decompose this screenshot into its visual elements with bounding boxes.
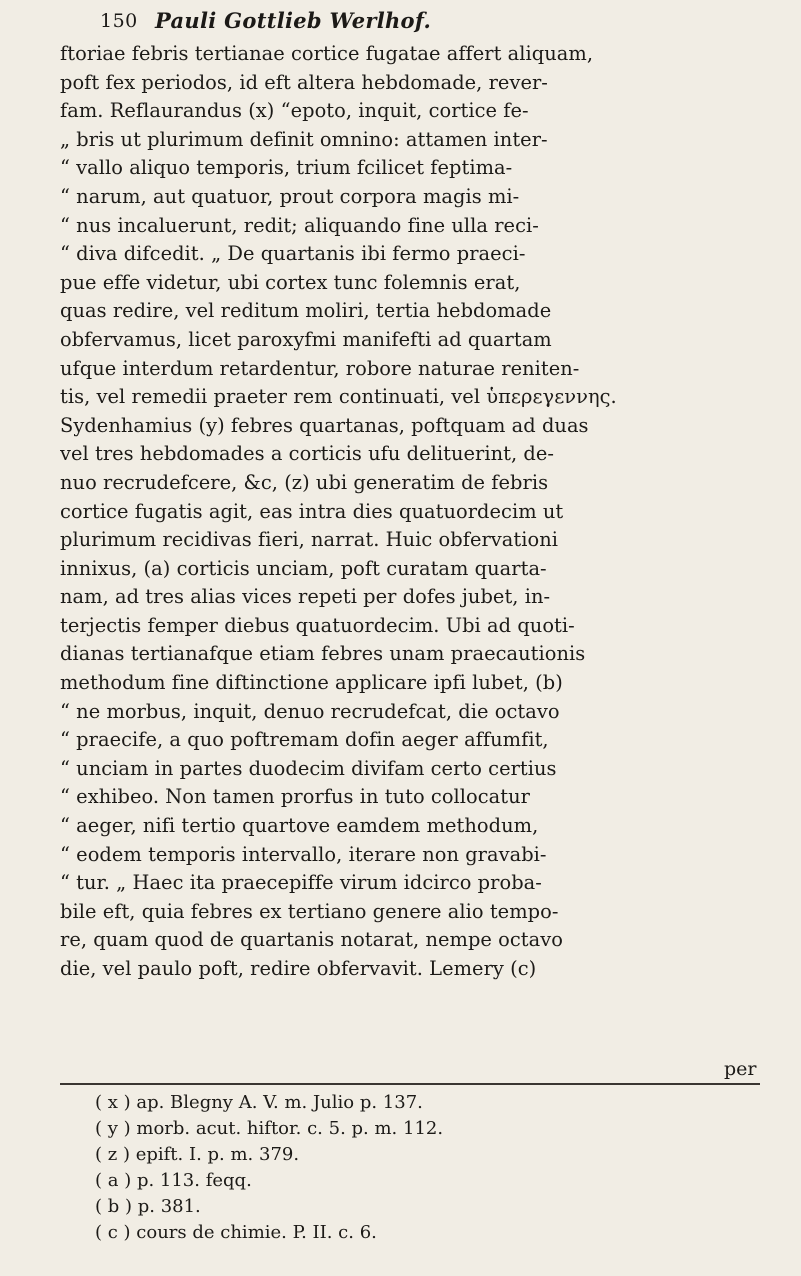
text-line: vel tres hebdomades a corticis ufu delituerint, de- <box>60 442 554 466</box>
text-line: “ unciam in partes duodecim divifam certo certius <box>60 756 557 780</box>
text-line: tis, vel remedii praeter rem continuati, vel ὑπερεγεννης. <box>60 385 617 409</box>
text-line: ftoriae febris tertianae cortice fugatae affert aliquam, <box>60 42 594 65</box>
text-line: obfervamus, licet paroxyfmi manifefti ad quartam <box>60 327 552 351</box>
footnotes <box>95 1090 715 1246</box>
text-line: pue effe videtur, ubi cortex tunc folemnis erat, <box>60 270 521 294</box>
footnote: ( a ) p. 113. feqq. <box>95 1170 252 1191</box>
text-line: nuo recrudefcere, &c, (z) ubi generatim de febris <box>60 470 549 494</box>
text-line: ufque interdum retardentur, robore naturae reniten- <box>60 356 580 380</box>
text-line: cortice fugatis agit, eas intra dies quatuordecim ut <box>60 499 564 523</box>
text-line: “ praecife, a quo poftremam dofin aeger affumfit, <box>60 728 549 752</box>
text-line: “ aeger, nifi tertio quartove eamdem methodum, <box>60 814 539 838</box>
text-line: „ bris ut plurimum definit omnino: attamen inter- <box>60 127 548 151</box>
footnote: ( c ) cours de chimie. P. II. c. 6. <box>95 1222 377 1243</box>
text-line: “ narum, aut quatuor, prout corpora magis mi- <box>60 184 520 208</box>
text-line: methodum fine diftinctione applicare ipfi lubet, (b) <box>60 671 563 695</box>
catchword: per <box>724 1058 757 1080</box>
text-line: re, quam quod de quartanis notarat, nempe octavo <box>60 928 563 952</box>
text-line: “ nus incaluerunt, redit; aliquando fine ulla reci- <box>60 213 539 237</box>
text-line: “ ne morbus, inquit, denuo recrudefcat, die octavo <box>60 699 560 723</box>
text-line: plurimum recidivas fieri, narrat. Huic obfervationi <box>60 528 559 552</box>
text-line: die, vel paulo poft, redire obfervavit. Lemery (c) <box>60 957 537 980</box>
text-line: “ exhibeo. Non tamen prorfus in tuto collocatur <box>60 785 530 809</box>
text-line: nam, ad tres alias vices repeti per dofes jubet, in- <box>60 585 551 609</box>
text-line: quas redire, vel reditum moliri, tertia hebdomade <box>60 299 552 323</box>
text-line: “ vallo aliquo temporis, trium fcilicet feptima- <box>60 156 513 180</box>
footnote-divider <box>60 1083 760 1085</box>
text-line: innixus, (a) corticis unciam, poft curatam quarta- <box>60 556 547 580</box>
text-line: “ diva difcedit. „ De quartanis ibi fermo praeci- <box>60 242 526 266</box>
text-line: poft fex periodos, id eft altera hebdomade, rever- <box>60 70 548 94</box>
footnote: ( b ) p. 381. <box>95 1196 201 1217</box>
footnote: ( x ) ap. Blegny A. V. m. Julio p. 137. <box>95 1092 423 1113</box>
text-line: fam. Reflaurandus (x) “epoto, inquit, cortice fe- <box>60 99 529 123</box>
text-line: “ eodem temporis intervallo, iterare non gravabi- <box>60 842 547 866</box>
text-line: “ tur. „ Haec ita praecepiffe virum idcirco proba- <box>60 871 542 895</box>
text-line: terjectis femper diebus quatuordecim. Ubi ad quoti- <box>60 613 575 637</box>
text-line: Sydenhamius (y) febres quartanas, poftquam ad duas <box>60 413 589 437</box>
text-line: dianas tertianafque etiam febres unam praecautionis <box>60 642 586 666</box>
text-line: bile eft, quia febres ex tertiano genere alio tempo- <box>60 899 559 923</box>
running-title: Pauli Gottlieb Werlhof. <box>155 8 432 33</box>
footnote: ( y ) morb. acut. hiftor. c. 5. p. m. 112. <box>95 1118 444 1139</box>
page-header <box>0 4 801 40</box>
page-number: 150 <box>100 10 138 32</box>
footnote: ( z ) epift. I. p. m. 379. <box>95 1144 300 1165</box>
main-text <box>60 40 760 984</box>
